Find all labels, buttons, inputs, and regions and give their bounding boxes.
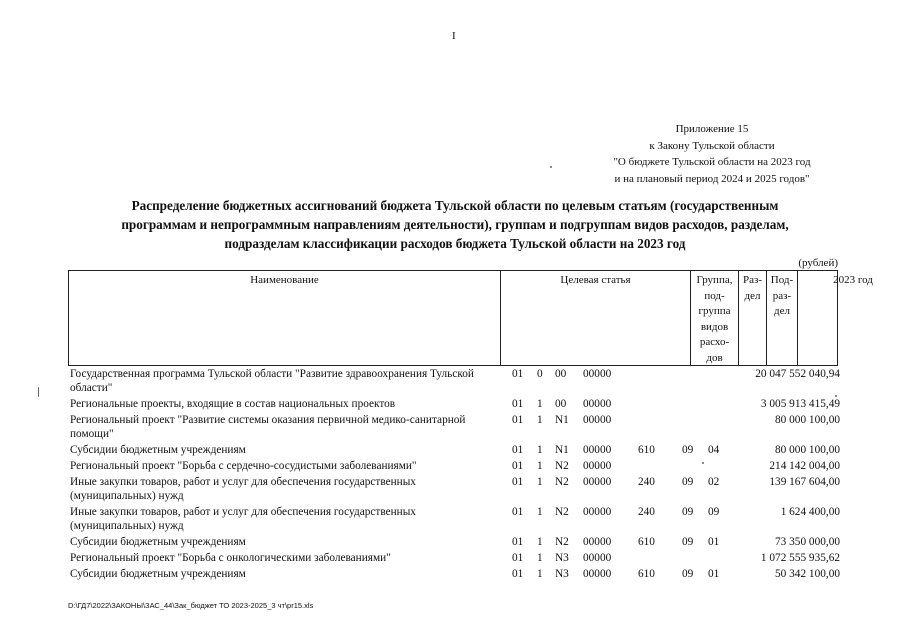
row-project-code: N2 — [555, 476, 569, 488]
row-program-code: 01 — [512, 552, 524, 564]
header-subsection-line: дел — [774, 305, 790, 317]
row-project-code: N2 — [555, 536, 569, 548]
file-path-footer: D:\ГД7\2022\ЗАКОНЫ\ЗАС_44\Зак_бюджет ТО 2023-2025_3 чт\pr15.xls — [68, 601, 314, 610]
header-year-label: 2023 год — [833, 274, 873, 286]
page-marker: I — [452, 30, 456, 42]
row-project-code: N1 — [555, 444, 569, 456]
row-project-code: N2 — [555, 460, 569, 472]
header-expense-group — [690, 271, 738, 365]
header-group-line: расхо- — [699, 336, 730, 348]
table-row — [70, 475, 840, 503]
scan-speck — [38, 387, 39, 397]
appendix-line: и на плановый период 2024 и 2025 годов" — [614, 172, 810, 185]
header-group-line: дов — [706, 351, 723, 364]
row-amount: 80 000 100,00 — [775, 414, 840, 426]
row-direction-code: 00000 — [583, 444, 612, 456]
header-subsection-line: раз- — [772, 289, 792, 302]
row-direction-code: 00000 — [583, 476, 612, 488]
row-direction-code: 00000 — [583, 398, 612, 410]
header-section — [738, 271, 766, 365]
row-program-code: 01 — [512, 568, 524, 580]
row-project-code: N1 — [555, 414, 569, 426]
table-row — [70, 459, 840, 473]
row-expense-group: 240 — [638, 476, 655, 488]
title-line: подразделам классификации расходов бюджета Тульской области на 2023 год — [224, 236, 686, 251]
row-subsection: 01 — [708, 536, 720, 548]
row-program-code: 01 — [512, 398, 524, 410]
row-subprogram-code: 1 — [537, 398, 543, 410]
row-amount: 214 142 004,00 — [769, 460, 840, 472]
row-expense-group: 610 — [638, 536, 655, 548]
header-group-line: под- — [704, 289, 725, 302]
row-name: Региональный проект "Борьба с сердечно-сосудистыми заболеваниями" — [70, 460, 417, 472]
appendix-line: Приложение 15 — [675, 123, 749, 135]
table-row — [70, 397, 840, 411]
header-group-line: видов — [700, 320, 729, 333]
header-year — [797, 271, 873, 365]
row-name: Субсидии бюджетным учреждениям — [70, 536, 246, 548]
title-line: программам и непрограммным направлениям деятельности), группам и подгруппам видов расходов, разделам, — [121, 217, 789, 232]
document-title — [70, 196, 840, 253]
row-subsection: 02 — [708, 476, 720, 488]
row-project-code: N3 — [555, 552, 569, 564]
row-name: Субсидии бюджетным учреждениям — [70, 568, 246, 580]
row-name: Региональные проекты, входящие в состав национальных проектов — [70, 398, 396, 410]
row-name: Региональный проект "Развитие системы оказания первичной медико-санитарной помощи" — [70, 414, 466, 440]
scan-speck — [702, 462, 704, 464]
table-body — [70, 367, 840, 583]
row-amount: 50 342 100,00 — [775, 568, 840, 580]
row-name: Государственная программа Тульской области "Развитие здравоохранения Тульской области" — [70, 368, 474, 394]
row-subsection: 04 — [708, 444, 720, 456]
header-section-line: Раз- — [742, 274, 762, 286]
row-section: 09 — [682, 506, 694, 518]
row-amount: 1 072 555 935,62 — [760, 552, 840, 564]
row-direction-code: 00000 — [583, 414, 612, 426]
row-program-code: 01 — [512, 476, 524, 488]
table-row — [70, 551, 840, 565]
row-subprogram-code: 0 — [537, 368, 543, 380]
header-group-line: группа — [698, 305, 731, 317]
header-target-article: Целевая статья — [500, 271, 690, 365]
row-expense-group: 240 — [638, 506, 655, 518]
row-program-code: 01 — [512, 414, 524, 426]
row-project-code: N2 — [555, 506, 569, 518]
table-header — [68, 270, 873, 366]
row-expense-group: 610 — [638, 444, 655, 456]
row-expense-group: 610 — [638, 568, 655, 580]
row-subprogram-code: 1 — [537, 476, 543, 488]
header-subsection-line: Под- — [770, 274, 794, 286]
table-row — [70, 413, 840, 441]
row-subsection: 01 — [708, 568, 720, 580]
table-row — [70, 535, 840, 549]
row-program-code: 01 — [512, 536, 524, 548]
row-amount: 1 624 400,00 — [780, 506, 840, 518]
row-section: 09 — [682, 536, 694, 548]
table-row — [70, 567, 840, 581]
row-project-code: 00 — [555, 368, 567, 380]
row-direction-code: 00000 — [583, 568, 612, 580]
appendix-line: к Закону Тульской области — [649, 139, 775, 152]
row-direction-code: 00000 — [583, 536, 612, 548]
table-row — [70, 367, 840, 395]
units-label: (рублей) — [798, 257, 838, 269]
row-project-code: 00 — [555, 398, 567, 410]
row-subprogram-code: 1 — [537, 414, 543, 426]
row-subprogram-code: 1 — [537, 506, 543, 518]
row-direction-code: 00000 — [583, 506, 612, 518]
row-subprogram-code: 1 — [537, 568, 543, 580]
row-amount: 73 350 000,00 — [775, 536, 840, 548]
row-subprogram-code: 1 — [537, 536, 543, 548]
row-program-code: 01 — [512, 368, 524, 380]
table-row — [70, 443, 840, 457]
row-name: Субсидии бюджетным учреждениям — [70, 444, 246, 456]
row-subprogram-code: 1 — [537, 444, 543, 456]
row-section: 09 — [682, 476, 694, 488]
scan-speck — [835, 395, 837, 397]
row-amount: 139 167 604,00 — [769, 476, 840, 488]
row-name: Иные закупки товаров, работ и услуг для обеспечения государственных (муниципальных) нужд — [70, 476, 416, 502]
row-amount: 80 000 100,00 — [775, 444, 840, 456]
row-subprogram-code: 1 — [537, 552, 543, 564]
header-name: Наименование — [250, 274, 319, 286]
row-direction-code: 00000 — [583, 460, 612, 472]
row-amount: 20 047 552 040,94 — [755, 368, 840, 380]
row-program-code: 01 — [512, 444, 524, 456]
row-direction-code: 00000 — [583, 552, 612, 564]
header-group-line: Группа, — [696, 274, 733, 286]
row-subsection: 09 — [708, 506, 720, 518]
row-section: 09 — [682, 568, 694, 580]
row-program-code: 01 — [512, 506, 524, 518]
table-row — [70, 505, 840, 533]
row-project-code: N3 — [555, 568, 569, 580]
header-section-line: дел — [744, 289, 761, 302]
title-line: Распределение бюджетных ассигнований бюджета Тульской области по целевым статьям (государственным — [131, 198, 779, 213]
scan-speck — [550, 166, 552, 168]
appendix-note — [597, 121, 827, 187]
header-subsection — [766, 271, 797, 365]
appendix-line: "О бюджете Тульской области на 2023 год — [613, 156, 811, 168]
row-subprogram-code: 1 — [537, 460, 543, 472]
row-amount: 3 005 913 415,49 — [760, 398, 840, 410]
row-name: Региональный проект "Борьба с онкологическими заболеваниями" — [70, 552, 391, 564]
row-section: 09 — [682, 444, 694, 456]
row-name: Иные закупки товаров, работ и услуг для обеспечения государственных (муниципальных) нужд — [70, 506, 416, 532]
row-direction-code: 00000 — [583, 368, 612, 380]
row-program-code: 01 — [512, 460, 524, 472]
